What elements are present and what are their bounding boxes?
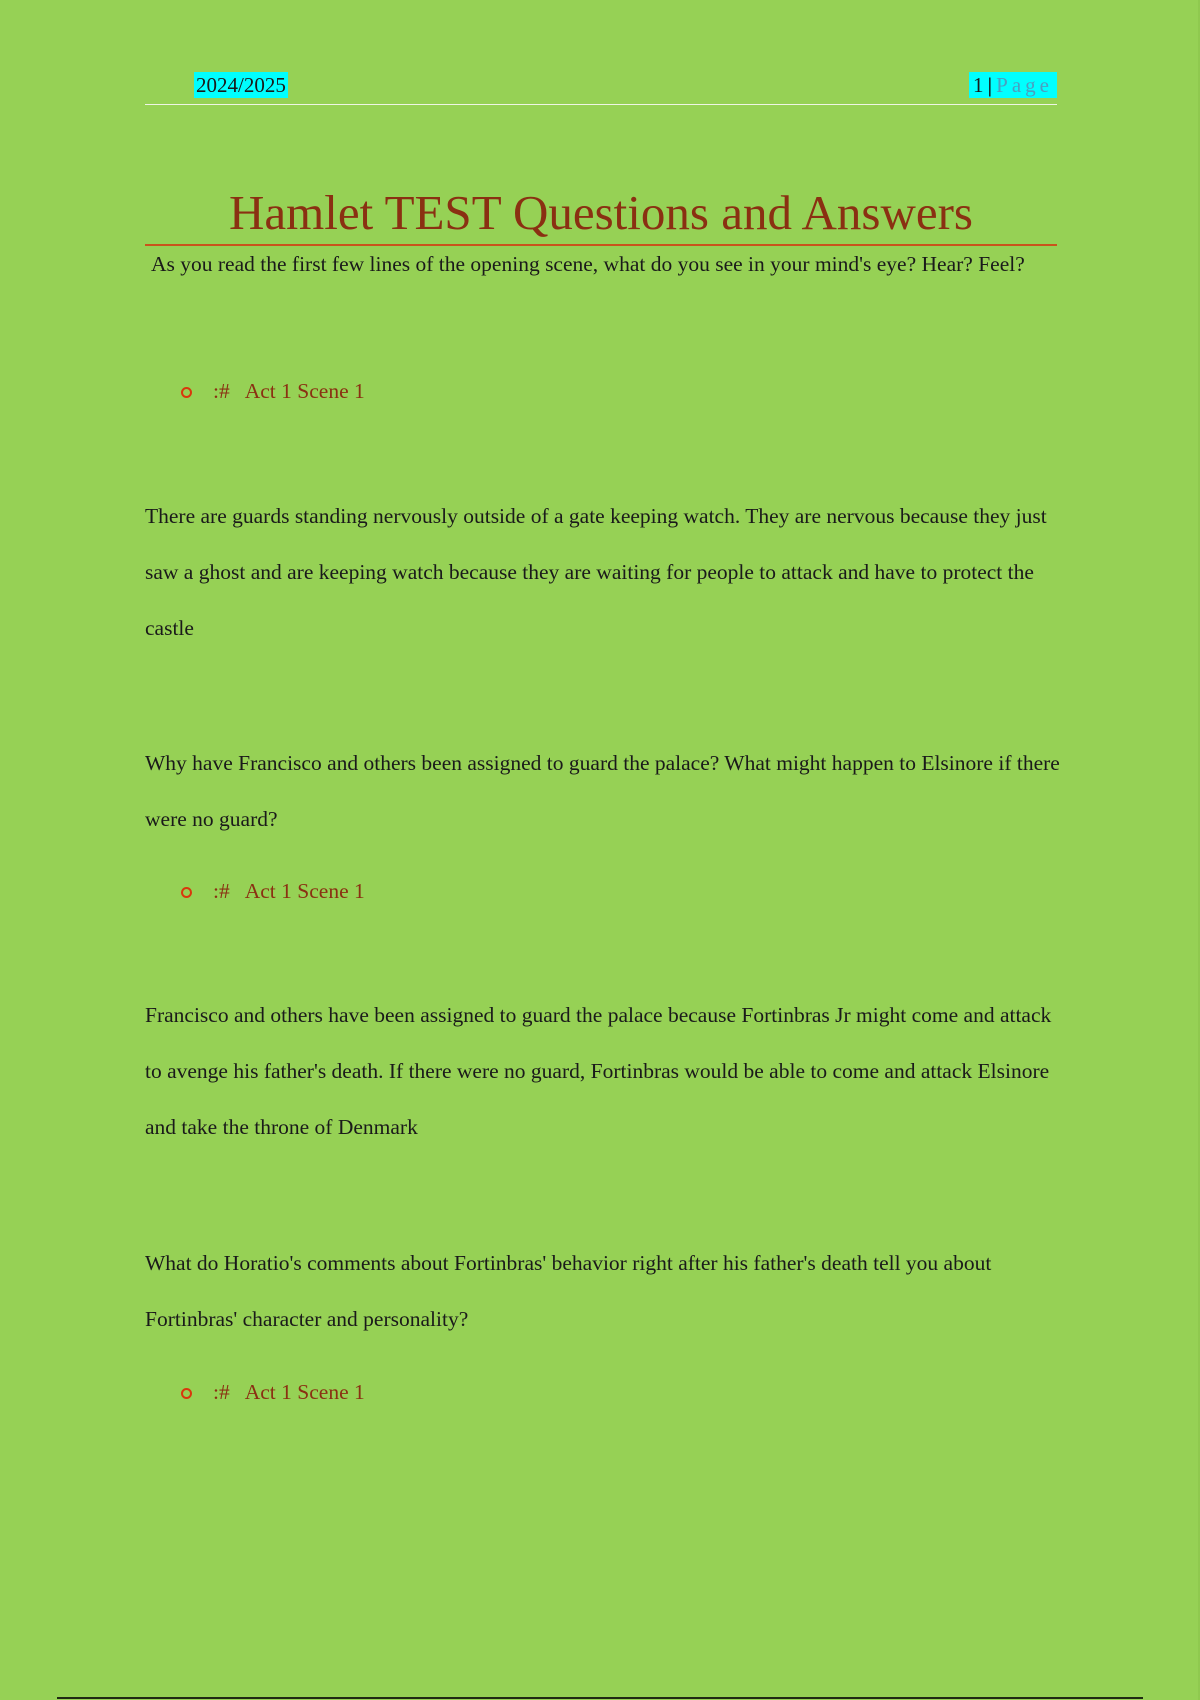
hollow-circle-bullet-icon [181, 887, 192, 898]
answer-2: Francisco and others have been assigned to guard the palace because Fortinbras Jr might come and attack to avenge his father's death. If there were no guard, Fortinbras would be able to come and attack Elsinore and take the throne of Denmark [145, 1003, 1052, 1139]
reference-marker: :# [213, 1380, 230, 1404]
header-year: 2024/2025 [196, 73, 286, 97]
page-word: Page [996, 73, 1053, 97]
page-number-label [969, 72, 1057, 98]
reference-label: Act 1 Scene 1 [244, 379, 365, 403]
answer-1: There are guards standing nervously outside of a gate keeping watch. They are nervous because they just saw a ghost and are keeping watch because they are waiting for people to attack and have to protect the castle [145, 504, 1047, 640]
reference-label: Act 1 Scene 1 [244, 879, 365, 903]
reference-marker: :# [213, 379, 230, 403]
reference-bullet-3 [181, 1377, 365, 1407]
question-3: What do Horatio's comments about Fortinbras' behavior right after his father's death tell you about Fortinbras' character and personality? [145, 1251, 992, 1331]
page-separator: | [987, 73, 993, 97]
question-2: Why have Francisco and others been assigned to guard the palace? What might happen to Elsinore if there were no guard? [145, 751, 1060, 831]
page-number: 1 [973, 73, 984, 97]
footer-rule [57, 1697, 1143, 1699]
reference-marker: :# [213, 879, 230, 903]
reference-label: Act 1 Scene 1 [244, 1380, 365, 1404]
reference-bullet-2 [181, 876, 365, 906]
document-title: Hamlet TEST Questions and Answers [145, 185, 1057, 246]
page-header [145, 70, 1057, 105]
question-1: As you read the first few lines of the opening scene, what do you see in your mind's eye? Hear? Feel? [151, 252, 1025, 276]
hollow-circle-bullet-icon [181, 1388, 192, 1399]
hollow-circle-bullet-icon [181, 387, 192, 398]
reference-bullet-1 [181, 376, 365, 406]
